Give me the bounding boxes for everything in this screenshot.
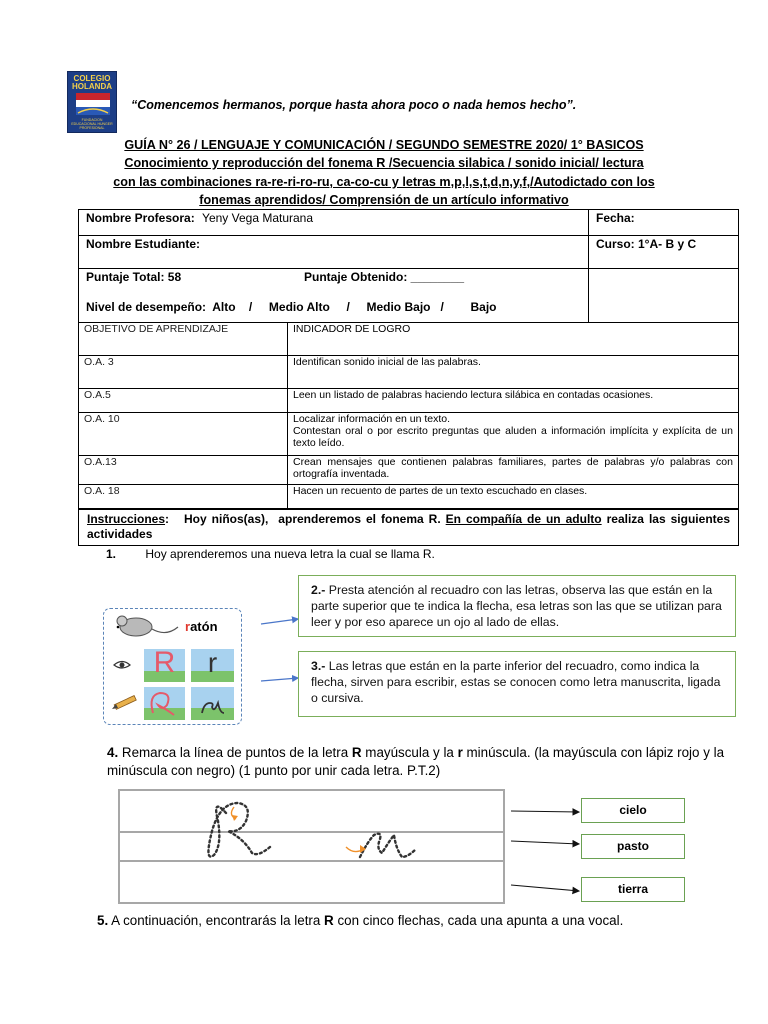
step-4-lower-r: r (457, 745, 463, 760)
flag-book-icon (76, 93, 110, 115)
step-5-text-a: A continuación, encontrarás la letra (108, 913, 325, 928)
dotted-upper-r (208, 803, 270, 857)
logo-text-colegio: COLEGIO (73, 74, 111, 83)
writing-lines (118, 789, 505, 904)
mouse-icon (117, 616, 178, 636)
step-2-number: 2.- (311, 583, 326, 597)
step-3-number: 3.- (311, 659, 326, 673)
indicator-header: INDICADOR DE LOGRO (288, 323, 739, 356)
title-line-3: con las combinaciones ra-re-ri-ro-ru, ca-co-cu y letras m,p,l,s,t,d,n,y,f,/Autodictado con los (113, 175, 655, 189)
course-label: Curso: 1°A- B y C (589, 236, 739, 269)
school-logo (67, 71, 117, 133)
step-1-number: 1. (106, 547, 117, 561)
step-5-text-c: con cinco flechas, cada una apunta a una vocal. (333, 913, 624, 928)
step-4-upper-r: R (351, 745, 362, 760)
teacher-value: Yeny Vega Maturana (202, 211, 314, 225)
step-1 (106, 547, 435, 561)
letter-card (103, 608, 242, 725)
label-cielo: cielo (581, 798, 685, 823)
instructions-text-b: realiza las siguientes actividades (87, 512, 730, 541)
score-total: Puntaje Total: 58 (86, 270, 182, 284)
eye-icon (114, 662, 130, 669)
empty-cell (589, 269, 739, 323)
step-2-text: Presta atención al recuadro con las letras, observa las que están en la parte superior que te indica la flecha, esa letras son las que se utilizan para leer y por eso aparece un ojo al lado de ellas. (311, 583, 722, 629)
card-word-first-letter: r (185, 619, 191, 634)
card-arrows (252, 610, 302, 690)
step-4 (107, 744, 737, 780)
objective-code: O.A. 3 (79, 356, 288, 389)
instructions-label: Instrucciones (87, 512, 166, 526)
teacher-label: Nombre Profesora: (86, 211, 195, 225)
print-letter-lower: r (207, 647, 218, 678)
step-4-text-a: Remarca la línea de puntos de la letra (118, 745, 352, 760)
student-label: Nombre Estudiante: (79, 236, 589, 269)
performance-level: Nivel de desempeño: Alto / Medio Alto / Medio Bajo / Bajo (86, 300, 497, 314)
instructions-text-a: : Hoy niños(as), aprenderemos el fonema R. (165, 512, 446, 526)
objective-code: O.A. 10 (79, 413, 288, 456)
dotted-letters (120, 791, 503, 902)
objective-header: OBJETIVO DE APRENDIZAJE (79, 323, 288, 356)
print-letter-upper: R (153, 646, 176, 679)
indicator-text: Localizar información en un texto. Contestan oral o por escrito preguntas que aluden a información implícita y explícita de un texto leído. (288, 413, 739, 456)
arrow-pasto-icon (511, 841, 579, 844)
table-row (79, 485, 739, 509)
objective-code: O.A.13 (79, 456, 288, 485)
step-2-box (298, 575, 736, 637)
step-3-box (298, 651, 736, 717)
logo-text-holanda: HOLANDA (72, 82, 112, 91)
instructions-underlined: En compañía de un adulto (445, 512, 602, 526)
teacher-cell (79, 210, 589, 236)
table-row (79, 389, 739, 413)
line-label-arrows (503, 800, 583, 896)
objective-code: O.A.5 (79, 389, 288, 413)
logo-subtext: FUNDACION EDUCACIONAL HUNGER PROFESIONAL (71, 118, 113, 130)
title-line-1: GUÍA N° 26 / LENGUAJE Y COMUNICACIÓN / SEGUNDO SEMESTRE 2020/ 1° BASICOS (124, 138, 644, 152)
date-label: Fecha: (589, 210, 739, 236)
cursive-letters-boxes (144, 687, 234, 720)
objectives-table (78, 322, 739, 509)
table-row (79, 413, 739, 456)
table-row (79, 356, 739, 389)
step-4-text-c: mayúscula y la (361, 745, 458, 760)
objective-code: O.A. 18 (79, 485, 288, 509)
orange-arrowhead-icon (232, 815, 238, 821)
instructions-box (78, 509, 739, 546)
card-word (185, 619, 218, 634)
indicator-text: Leen un listado de palabras haciendo lectura silábica en contadas ocasiones. (288, 389, 739, 413)
arrow-to-print-icon (261, 619, 298, 624)
table-row (79, 456, 739, 485)
step-5-upper-r: R (324, 913, 334, 928)
score-obtained: Puntaje Obtenido: ________ (304, 270, 465, 284)
arrow-tierra-icon (511, 885, 579, 891)
step-4-text-e: minúscula. (la mayúscula con lápiz rojo y la minúscula con negro) (1 punto por unir cada letra. P.T.2) (107, 745, 725, 778)
step-4-number: 4. (107, 745, 119, 760)
score-cell (79, 269, 589, 323)
step-3-text: Las letras que están en la parte inferior del recuadro, como indica la flecha, sirven para escribir, estas se conocen como letra manuscrita, ligada o cursiva. (311, 659, 721, 705)
label-tierra: tierra (581, 877, 685, 902)
indicator-text: Identifican sonido inicial de las palabras. (288, 356, 739, 389)
card-word-rest: atón (190, 619, 218, 634)
title-line-4: fonemas aprendidos/ Comprensión de un artículo informativo (199, 193, 569, 207)
arrow-to-cursive-icon (261, 678, 298, 681)
arrow-cielo-icon (511, 811, 579, 812)
label-pasto: pasto (581, 834, 685, 859)
step-5 (97, 913, 623, 928)
step-5-number: 5. (97, 913, 109, 928)
pencil-icon (112, 696, 136, 710)
title-line-2: Conocimiento y reproducción del fonema R /Secuencia silabica / sonido inicial/ lectura (124, 156, 644, 170)
indicator-text: Hacen un recuento de partes de un texto escuchado en clases. (288, 485, 739, 509)
step-1-text: Hoy aprenderemos una nueva letra la cual se llama R. (145, 547, 435, 561)
table-header-row (79, 323, 739, 356)
motto: “Comencemos hermanos, porque hasta ahora poco o nada hemos hecho”. (131, 98, 577, 112)
indicator-text: Crean mensajes que contienen palabras familiares, partes de palabras y/o palabras con ortografía inventada. (288, 456, 739, 485)
dotted-lower-r (360, 834, 416, 857)
info-table (78, 209, 739, 323)
